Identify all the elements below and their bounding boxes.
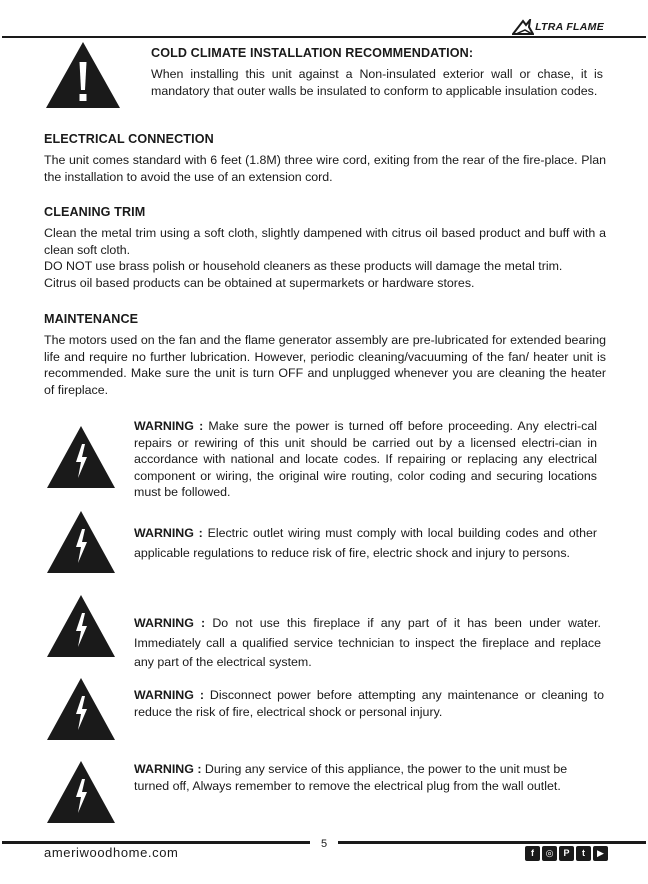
maintenance-title: MAINTENANCE: [44, 312, 139, 326]
warning-1: [134, 418, 597, 501]
warning-label: WARNING :: [134, 688, 204, 702]
warning-label: WARNING :: [134, 762, 202, 776]
facebook-icon[interactable]: f: [525, 846, 540, 861]
warning-label: WARNING :: [134, 419, 204, 433]
twitter-icon[interactable]: t: [576, 846, 591, 861]
cleaning-body: [44, 225, 606, 291]
youtube-icon[interactable]: ▶: [593, 846, 608, 861]
footer-rule-left: [2, 841, 310, 844]
cold-climate-body: When installing this unit against a Non-insulated exterior wall or chase, it is mandatory that outer walls be insulated to conform to applicable insulation codes.: [151, 67, 603, 98]
electrical-hazard-icon: [45, 509, 117, 575]
warning-2: [134, 524, 597, 563]
exclamation-warning-icon: [44, 40, 122, 110]
cleaning-title: CLEANING TRIM: [44, 205, 146, 219]
warning-label: WARNING :: [134, 526, 203, 540]
cold-climate-title: COLD CLIMATE INSTALLATION RECOMMENDATION:: [151, 46, 474, 60]
electrical-body: The unit comes standard with 6 feet (1.8M) three wire cord, exiting from the rear of the fire-place. Plan the installation to avoid the use of an extension cord.: [44, 153, 606, 184]
page-number: 5: [320, 838, 328, 850]
warning-text: Electric outlet wiring must comply with local building codes and other applicable regulations to reduce risk of fire, electric shock and injury to persons.: [134, 526, 597, 560]
cleaning-line-3: Citrus oil based products can be obtained at supermarkets or hardware stores.: [44, 275, 475, 290]
cleaning-line-1: Clean the metal trim using a soft cloth, slightly dampened with citrus oil based product and buff with a clean soft cloth.: [44, 226, 606, 257]
electrical-hazard-icon: [45, 593, 117, 659]
warning-4: [134, 687, 604, 720]
warning-3: [134, 614, 601, 673]
warning-text: Make sure the power is turned off before proceeding. Any electri-cal repairs or rewiring of this unit should be carried out by a licensed electri-cian in accordance with national and locate codes. If repairing or replacing any electrical component or wiring, the original wire routing, color coding and securing locations must be followed.: [134, 419, 597, 500]
brand-logo: [512, 18, 604, 36]
warning-text: Do not use this fireplace if any part of it has been under water. Immediately call a qualified service technician to inspect the fireplace and replace any part of the electrical system.: [134, 616, 601, 669]
maintenance-body: The motors used on the fan and the flame generator assembly are pre-lubricated for extended bearing life and require no further lubrication. However, periodic cleaning/vacuuming of the fan/ heater unit is recommended. Make sure the unit is turn OFF and unplugged whenever you are cleaning the heater of fireplace.: [44, 333, 606, 397]
electrical-hazard-icon: [45, 676, 117, 742]
warning-label: WARNING :: [134, 616, 206, 630]
social-icons: [525, 846, 608, 861]
header-rule: [2, 36, 646, 38]
warning-text: Disconnect power before attempting any maintenance or cleaning to reduce the risk of fire, electrical shock or personal injury.: [134, 688, 604, 719]
flame-logo-icon: [512, 19, 534, 35]
footer-rule-right: [338, 841, 646, 844]
warning-text: During any service of this appliance, the power to the unit must be turned off, Always remember to remove the electrical plug from the wall outlet.: [134, 762, 568, 793]
electrical-title: ELECTRICAL CONNECTION: [44, 132, 214, 146]
website-link[interactable]: ameriwoodhome.com: [44, 845, 179, 860]
logo-text: LTRA FLAME: [535, 21, 604, 33]
electrical-hazard-icon: [45, 759, 117, 825]
warning-5: [134, 761, 590, 794]
electrical-hazard-icon: [45, 424, 117, 490]
pinterest-icon[interactable]: P: [559, 846, 574, 861]
instagram-icon[interactable]: ◎: [542, 846, 557, 861]
cleaning-line-2: DO NOT use brass polish or household cleaners as these products will damage the metal trim.: [44, 259, 563, 274]
